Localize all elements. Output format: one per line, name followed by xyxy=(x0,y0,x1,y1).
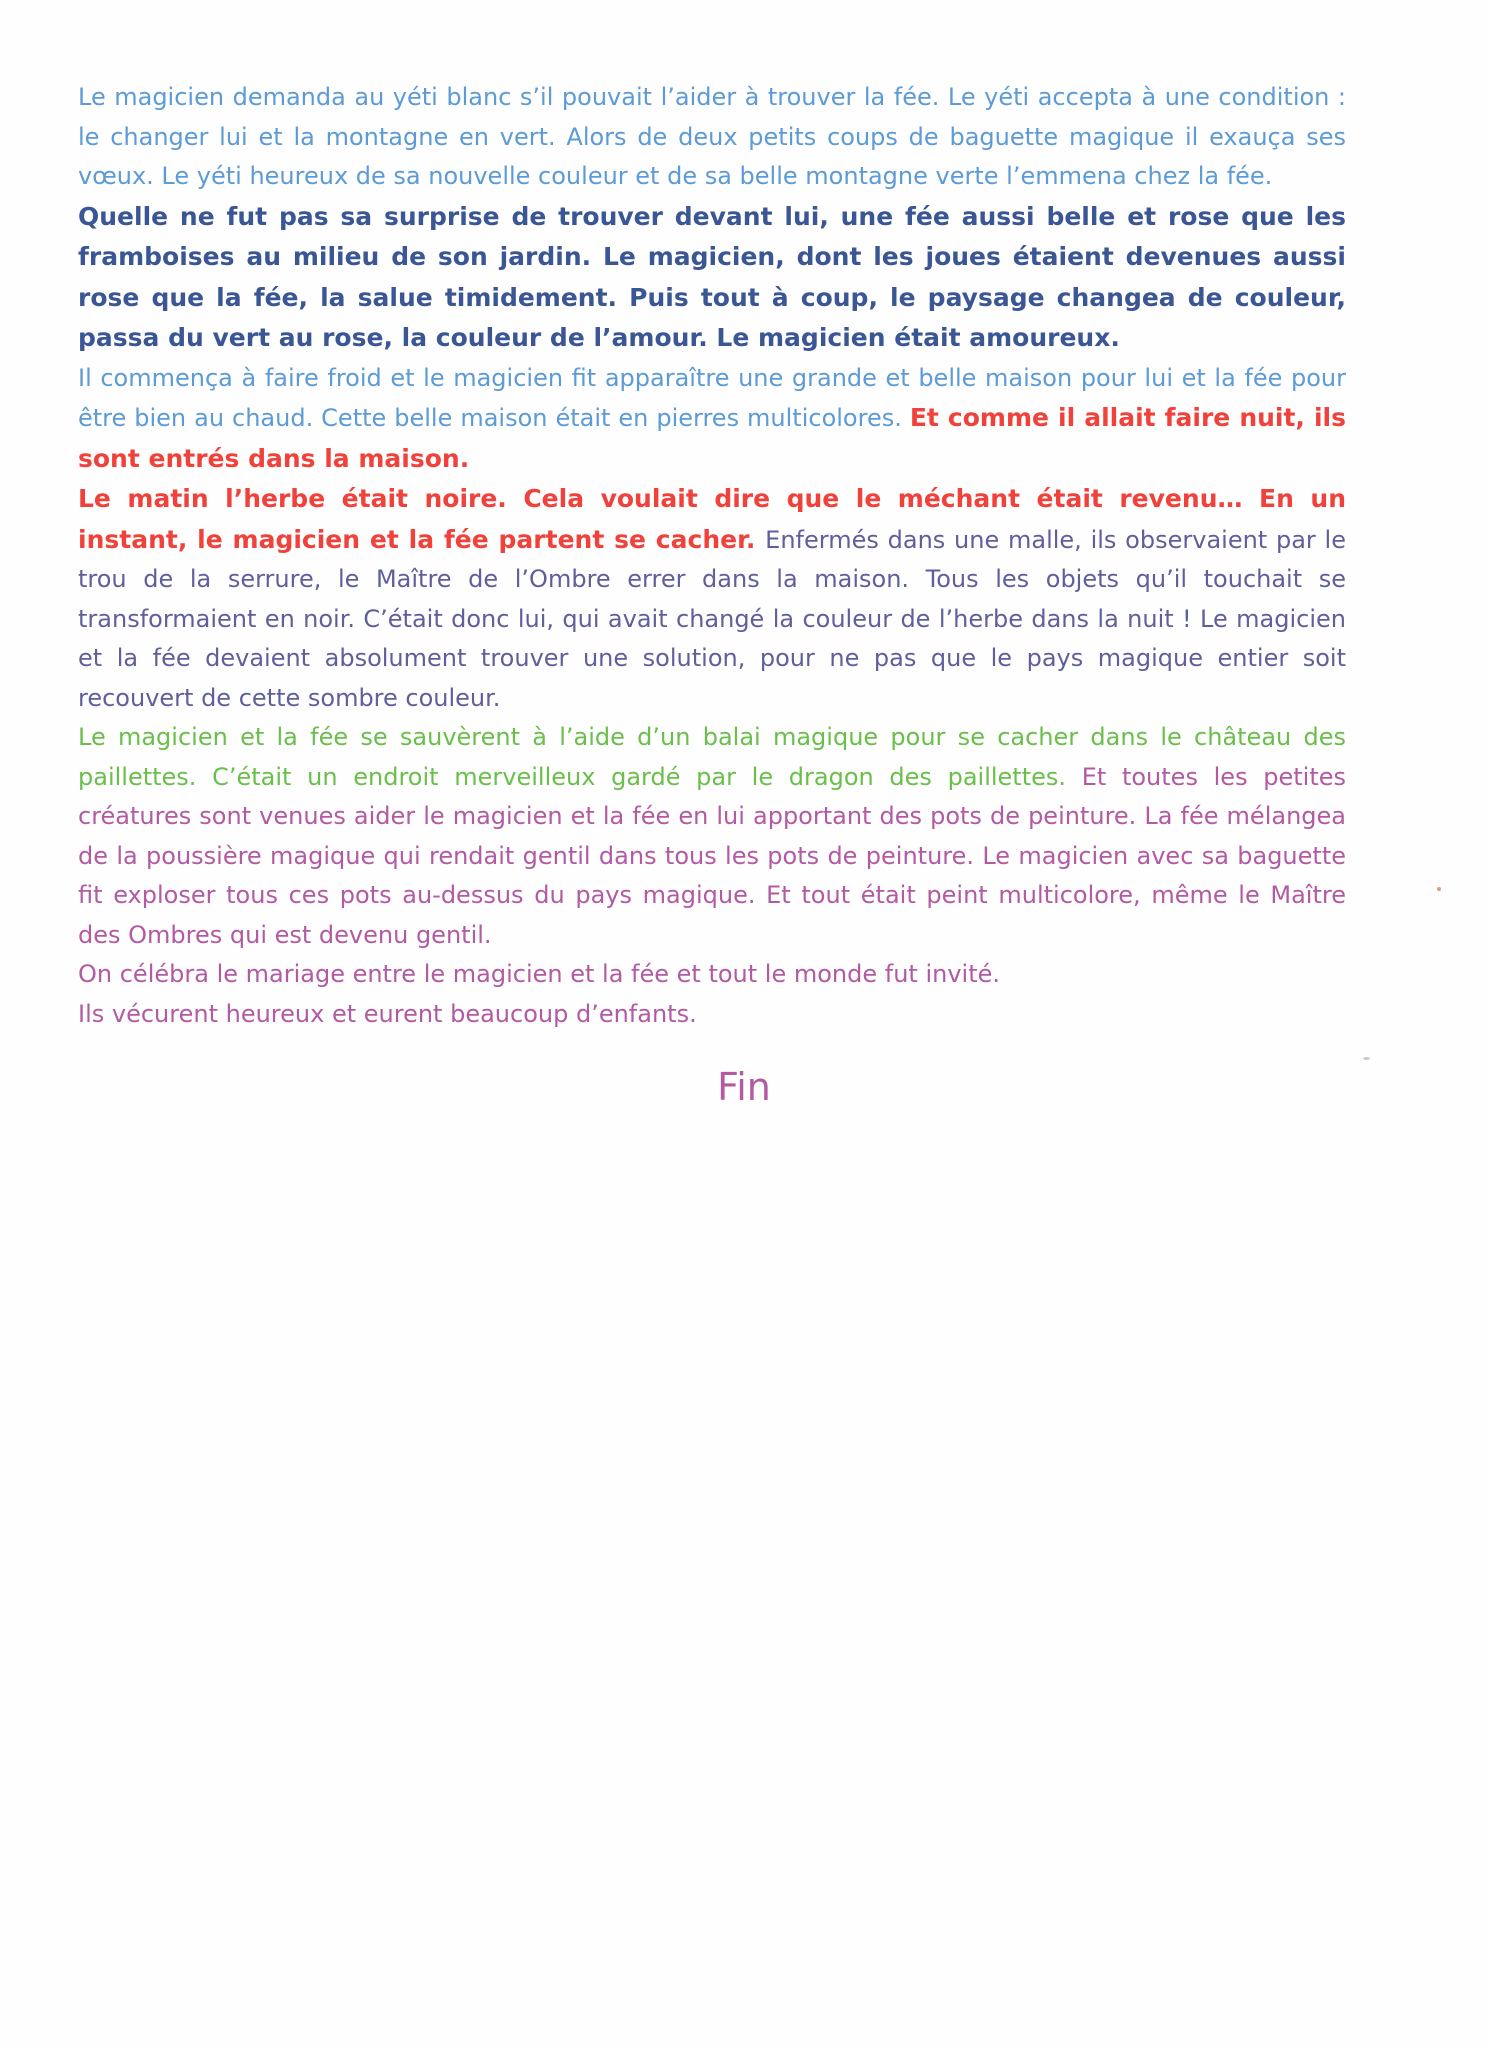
paragraph-ending xyxy=(78,995,1346,1035)
text-segment: Et comme il allait faire nuit, ils sont entrés dans la maison. xyxy=(78,403,1346,473)
text-segment: Ils vécurent heureux et eurent beaucoup d’enfants. xyxy=(78,999,697,1028)
text-segment: Et toutes les petites créatures sont venues aider le magicien et la fée en lui apportant des pots de peinture. La fée mélangea de la poussière magique qui rendait gentil dans tous les pots de peinture. Le magicien avec sa baguette fit exploser tous ces pots au-dessus du pays magique. Et tout était peint multicolore, même le Maître des Ombres qui est devenu gentil. xyxy=(78,762,1347,949)
text-segment: Enfermés dans une malle, ils observaient par le trou de la serrure, le Maître de l’Ombre errer dans la maison. Tous les objets qu’il touchait se transformaient en noir. C’était donc lui, qui avait changé la couleur de l’herbe dans la nuit ! Le magicien et la fée devaient absolument trouver une solution, pour ne pas que le pays magique entier soit recouvert de cette sombre couleur. xyxy=(78,525,1346,712)
text-segment: Quelle ne fut pas sa surprise de trouver devant lui, une fée aussi belle et rose que les framboises au milieu de son jardin. Le magicien, dont les joues étaient devenues aussi rose que la fée, la salue timidement. Puis tout à coup, le paysage changea de couleur, passa du vert au rose, la couleur de l’amour. Le magicien était amoureux. xyxy=(78,201,1346,352)
paragraph-fairy xyxy=(78,197,1346,359)
text-segment: Le matin l’herbe était noire. Cela voulait dire que le méchant était revenu… En un instant, le magicien et la fée partent se cacher. xyxy=(78,484,1346,554)
text-segment: Le magicien demanda au yéti blanc s’il pouvait l’aider à trouver la fée. Le yéti accepta à une condition : le changer lui et la montagne en vert. Alors de deux petits coups de baguette magique il exauça ses vœux. Le yéti heureux de sa nouvelle couleur et de sa belle montagne verte l’emmena chez la fée. xyxy=(78,83,1346,190)
paragraph-castle xyxy=(78,718,1346,955)
scan-speck xyxy=(1363,1057,1370,1060)
paragraph-house xyxy=(78,359,1346,480)
scan-speck xyxy=(1437,887,1441,891)
paragraph-yeti xyxy=(78,78,1346,197)
paragraph-wedding xyxy=(78,955,1346,995)
text-segment: On célébra le mariage entre le magicien et la fée et tout le monde fut invité. xyxy=(78,960,1001,988)
story-text xyxy=(78,78,1346,1034)
paragraph-morning xyxy=(78,479,1346,718)
text-segment: Le magicien et la fée se sauvèrent à l’aide d’un balai magique pour se cacher dans le château des paillettes. C’était un endroit merveilleux gardé par le dragon des paillettes. xyxy=(78,723,1346,791)
fin-title: Fin xyxy=(717,1065,771,1109)
text-segment: Il commença à faire froid et le magicien fit apparaître une grande et belle maison pour lui et la fée pour être bien au chaud. Cette belle maison était en pierres multicolores. xyxy=(78,363,1346,432)
